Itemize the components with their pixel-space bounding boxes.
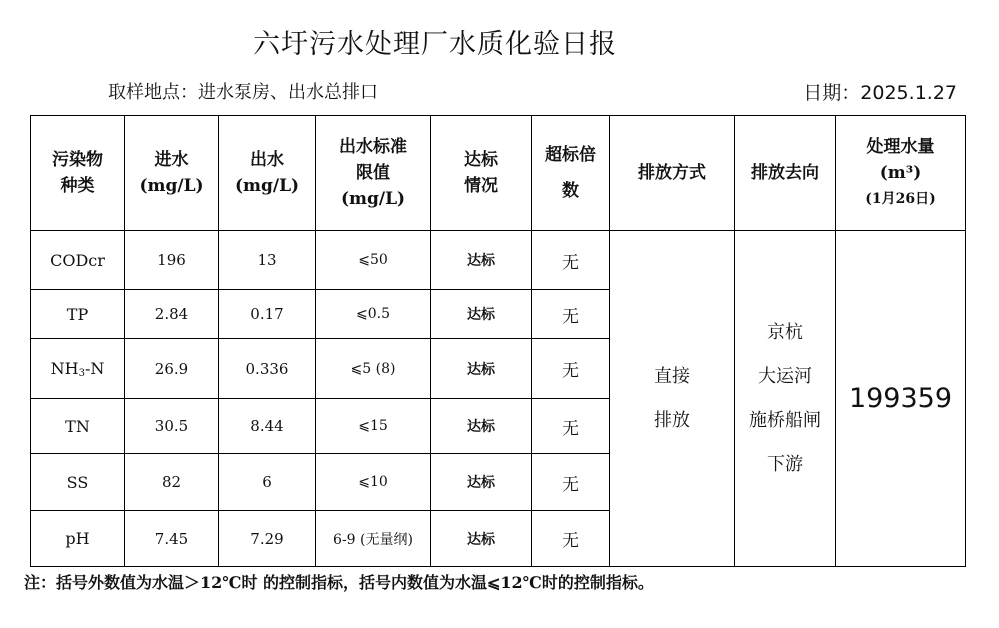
- table-row: [31, 231, 966, 290]
- sampling-location: 取样地点：进水泵房、出水总排口: [108, 82, 378, 103]
- outflow-cell: 8.44: [219, 399, 316, 454]
- outflow-cell: 0.336: [219, 339, 316, 399]
- inflow-cell: 30.5: [125, 399, 219, 454]
- report-title: 六圩污水处理厂水质化验日报: [253, 29, 617, 60]
- header-pollutant: 污染物 种类: [31, 116, 125, 231]
- status-cell: 达标: [431, 290, 532, 339]
- water-quality-table: [30, 115, 966, 567]
- standard-cell: 6-9 (无量纲): [316, 511, 431, 567]
- inflow-cell: 26.9: [125, 339, 219, 399]
- status-cell: 达标: [431, 454, 532, 511]
- inflow-cell: 7.45: [125, 511, 219, 567]
- header-row: [31, 116, 966, 231]
- header-standard: 出水标准 限值 (mg/L): [316, 116, 431, 231]
- header-compliance: 达标 情况: [431, 116, 532, 231]
- outflow-cell: 7.29: [219, 511, 316, 567]
- status-cell: 达标: [431, 511, 532, 567]
- exceed-cell: 无: [532, 290, 610, 339]
- header-inflow: 进水 (mg/L): [125, 116, 219, 231]
- header-discharge-direction: 排放去向: [735, 116, 836, 231]
- status-cell: 达标: [431, 339, 532, 399]
- standard-cell: ⩽0.5: [316, 290, 431, 339]
- discharge-method-cell: 直接 排放: [610, 231, 735, 567]
- param-cell: TP: [31, 290, 125, 339]
- inflow-cell: 196: [125, 231, 219, 290]
- treated-volume-cell: 199359: [836, 231, 966, 567]
- footnote: 注：括号外数值为水温＞12℃时 的控制指标，括号内数值为水温⩽12℃时的控制指标。: [24, 573, 654, 592]
- discharge-direction-cell: 京杭 大运河 施桥船闸 下游: [735, 231, 836, 567]
- header-volume: 处理水量 (m³) (1月26日): [836, 116, 966, 231]
- header-exceed: 超标倍 数: [532, 116, 610, 231]
- standard-cell: ⩽50: [316, 231, 431, 290]
- exceed-cell: 无: [532, 231, 610, 290]
- standard-cell: ⩽10: [316, 454, 431, 511]
- outflow-cell: 6: [219, 454, 316, 511]
- exceed-cell: 无: [532, 399, 610, 454]
- outflow-cell: 13: [219, 231, 316, 290]
- header-outflow: 出水 (mg/L): [219, 116, 316, 231]
- param-cell: TN: [31, 399, 125, 454]
- param-cell: $NH_3-N$: [31, 339, 125, 399]
- inflow-cell: 2.84: [125, 290, 219, 339]
- inflow-cell: 82: [125, 454, 219, 511]
- param-cell: CODcr: [31, 231, 125, 290]
- param-cell: SS: [31, 454, 125, 511]
- exceed-cell: 无: [532, 339, 610, 399]
- standard-cell: ⩽15: [316, 399, 431, 454]
- standard-cell: ⩽5 (8): [316, 339, 431, 399]
- param-cell: pH: [31, 511, 125, 567]
- report-date: 日期：2025.1.27: [803, 82, 957, 104]
- exceed-cell: 无: [532, 454, 610, 511]
- exceed-cell: 无: [532, 511, 610, 567]
- header-discharge-method: 排放方式: [610, 116, 735, 231]
- status-cell: 达标: [431, 399, 532, 454]
- outflow-cell: 0.17: [219, 290, 316, 339]
- status-cell: 达标: [431, 231, 532, 290]
